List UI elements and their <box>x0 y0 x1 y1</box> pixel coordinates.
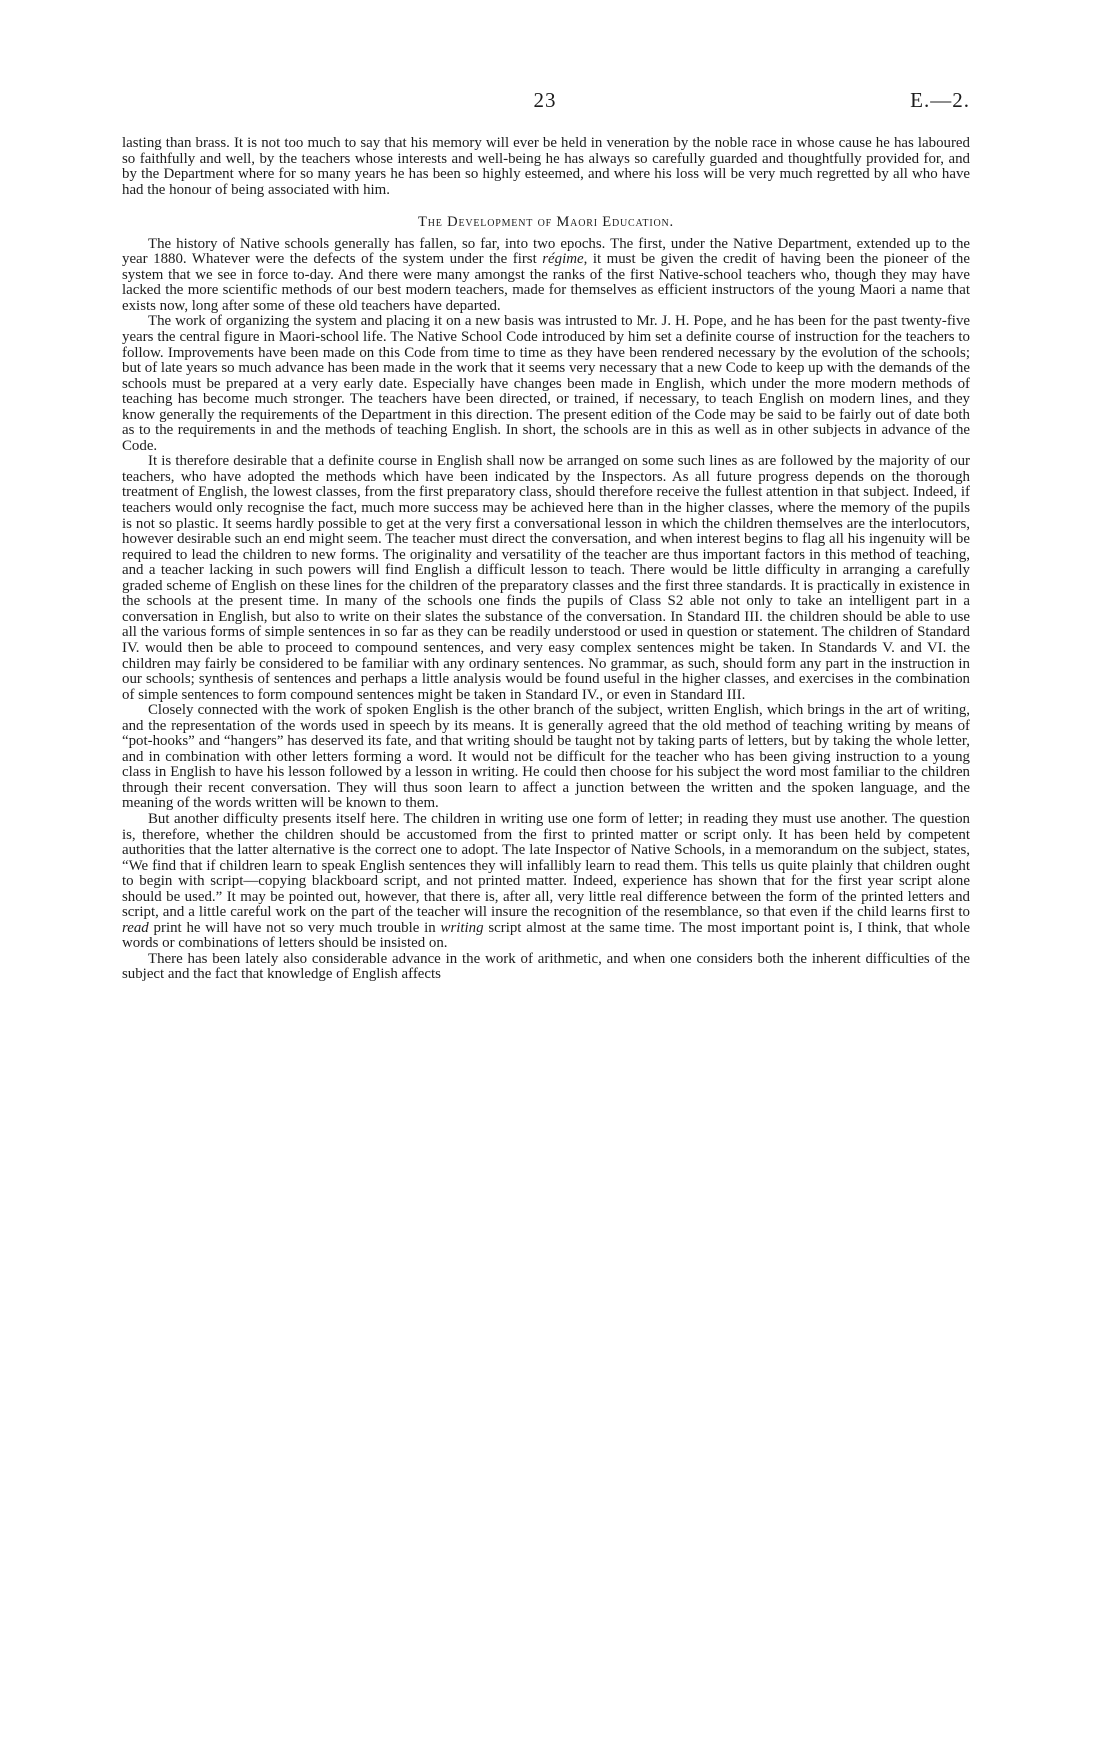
paragraph-6: There has been lately also considerable advance in the work of arithmetic, and when one considers both the inherent difficulties of the subject and the fact that knowledge of English affects <box>122 950 970 983</box>
paragraph-2: The work of organizing the system and placing it on a new basis was intrusted to Mr. J. H. Pope, and he has been for the past twenty-five years the central figure in Maori-school life. The Native School Code introduced by him set a definite course of instruction for the teachers to follow. Improvements have been made on this Code from time to time as they have been rendered necessary by the evolution of the schools; but of late years so much advance has been made in the work that it seems very necessary that a new Code to keep up with the demands of the schools must be prepared at a very early date. Especially have changes been made in English, which under the more modern methods of teaching has become much stronger. The teachers have been directed, or trained, if necessary, to teach English on modern lines, and they know generally the requirements of the Department in this direction. The present edition of the Code may be said to be fairly out of date both as to the requirements in and the methods of teaching English. In short, the schools are in this as well as in other subjects in advance of the Code. <box>122 313 970 454</box>
paragraph-1 <box>122 237 970 315</box>
page-number: 23 <box>533 88 557 112</box>
parliamentary-paper-reference: E.—2. <box>910 88 970 112</box>
paragraph-5-text-a: But another difficulty presents itself here. The children in writing use one form of letter; in reading they must use another. The question is, therefore, whether the children should be accustomed from the first to printed matter or script only. It has been held by competent authorities that the latter alternative is the correct one to adopt. The late Inspector of Native Schools, in a memorandum on the subject, states, “We find that if children learn to speak English sentences they will infallibly learn to read them. This tells us quite plainly that children ought to begin with script—copying blackboard script, and not printed matter. Indeed, experience has shown that for the first year script alone should be used.” It may be pointed out, however, that there is, after all, very little real difference between the form of the printed letters and script, and a little careful work on the part of the teacher will insure the recognition of the resemblance, so that even if the child learns first to <box>122 810 970 921</box>
section-heading: The Development of Maori Education. <box>418 214 674 231</box>
page-header <box>120 88 970 118</box>
paragraph-1-italic: régime <box>542 251 584 268</box>
paragraph-5-italic-read: read <box>122 919 149 936</box>
paragraph-1-text-b: , it must be given the credit of having been the pioneer of the system that we see in force to-day. And there were many amongst the ranks of the first Native-school teachers who, though they may have lacked the more scientific methods of our best modern teachers, made for themselves as efficient instructors of the young Maori a name that exists now, long after some of these old teachers have departed. <box>122 251 970 314</box>
body-text <box>122 136 970 983</box>
paragraph-5-italic-writing: writing <box>440 919 484 936</box>
paragraph-1-text-a: The history of Native schools generally has fallen, so far, into two epochs. The first, under the Native Department, extended up to the year 1880. Whatever were the defects of the system under the first <box>122 235 970 268</box>
paragraph-5 <box>122 812 970 952</box>
paragraph-4: Closely connected with the work of spoken English is the other branch of the subject, written English, which brings in the art of writing, and the representation of the words used in speech by its means. It is generally agreed that the old method of teaching writing by means of “pot-hooks” and “hangers” has deserved its fate, and that writing should be taught not by taking parts of letters, but by taking the whole letter, and in combination with other letters forming a word. It would not be difficult for the teacher who has been giving instruction to a young class in English to have his lesson followed by a lesson in writing. He could then choose for his subject the word most familiar to the children through their recent conversation. They will thus soon learn to affect a junction between the written and the spoken language, and the meaning of the words written will be known to them. <box>122 702 970 812</box>
paragraph-5-text-b: print he will have not so very much trouble in <box>148 919 441 936</box>
intro-paragraph: lasting than brass. It is not too much to say that his memory will ever be held in veneration by the noble race in whose cause he has laboured so faithfully and well, by the teachers whose interests and well-being he has always so carefully guarded and thoughtfully provided for, and by the Department where for so many years he has been so highly esteemed, and where his loss will be very much regretted by all who have had the honour of being associated with him. <box>122 135 970 198</box>
paragraph-3: It is therefore desirable that a definite course in English shall now be arranged on some such lines as are followed by the majority of our teachers, who have adopted the methods which have been indicated by the Inspectors. As all future progress depends on the thorough treatment of English, the lowest classes, from the first preparatory class, should therefore receive the fullest attention in that subject. Indeed, if teachers would only recognise the fact, much more success may be achieved here than in the higher classes, where the memory of the pupils is not so plastic. It seems hardly possible to get at the very first a conversational lesson in which the children themselves are the interlocutors, however desirable such an end might seem. The teacher must direct the conversation, and when interest begins to flag all his ingenuity will be required to lead the children to new forms. The originality and versatility of the teacher are thus important factors in this method of teaching, and a teacher lacking in such powers will find English a difficult lesson to teach. There would be little difficulty in arranging a carefully graded scheme of English on these lines for the children of the preparatory classes and the first three standards. It is practically in existence in the schools at the present time. In many of the schools one finds the pupils of Class S2 able not only to take an intelligent part in a conversation in English, but also to write on their slates the substance of the conversation. In Standard III. the children should be able to use all the various forms of simple sentences in so far as they can be readily understood or used in question or statement. The children of Standard IV. would then be able to proceed to compound sentences, and very easy complex sentences might be taken. In Standards V. and VI. the children may fairly be considered to be familiar with any ordinary sentences. No grammar, as such, should form any part in the instruction in our schools; synthesis of sentences and perhaps a little analysis would be found useful in the higher classes, and exercises in the combination of simple sentences to form compound sentences might be taken in Standard IV., or even in Standard III. <box>122 453 970 703</box>
paragraph-5-text-c: script almost at the same time. The most important point is, I think, that whole words or combinations of letters should be insisted on. <box>122 919 970 952</box>
